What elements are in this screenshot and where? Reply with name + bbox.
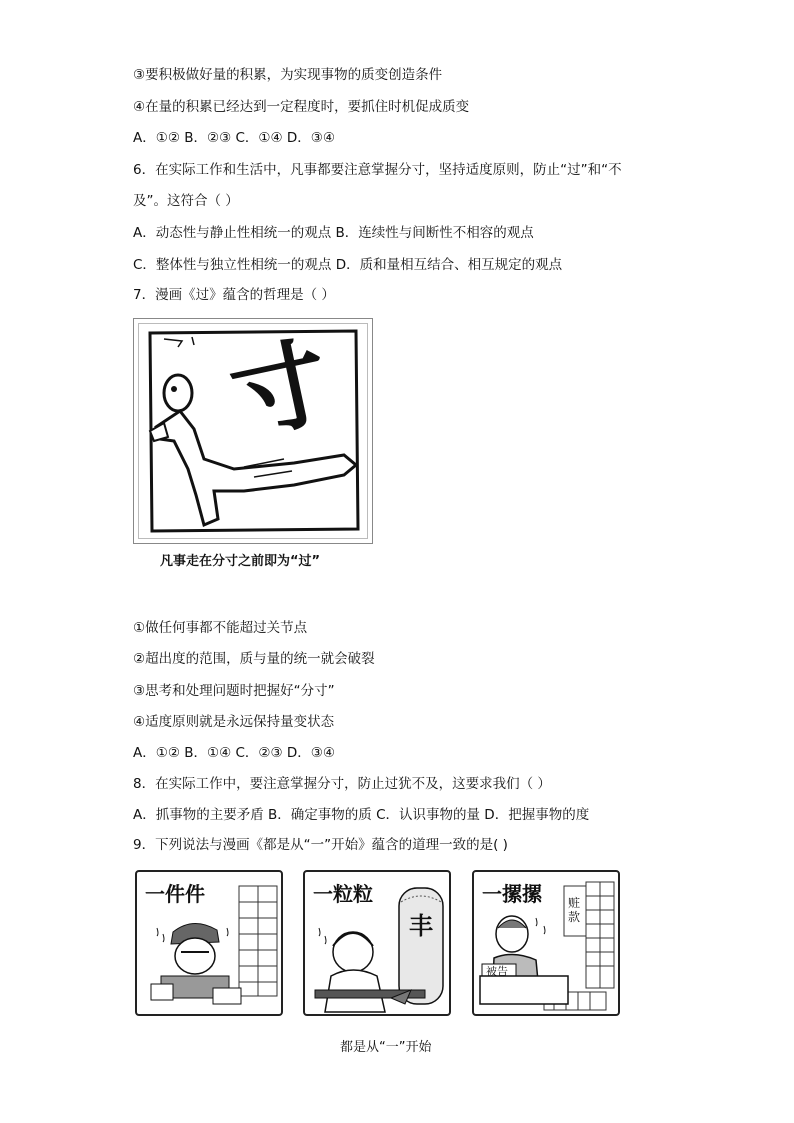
cartoon-caption: 凡事走在分寸之前即为“过” [160,554,321,569]
cartoon-guo-figure [133,318,373,544]
defendant-tag: 被告 [486,965,508,978]
text-line: ③要积极做好量的积累，为实现事物的质变创造条件 [133,67,443,83]
question-6: 6．在实际工作和生活中，凡事都要注意掌握分寸，坚持适度原则，防止“过”和“不 [133,162,622,178]
text-line: ④在量的积累已经达到一定程度时，要抓住时机促成质变 [133,99,470,115]
statement-4: ④适度原则就是永远保持量变状态 [133,714,335,730]
cartoon-panel-3 [472,870,620,1016]
answer-options: A．抓事物的主要矛盾 B．确定事物的质 C．认识事物的量 D．把握事物的度 [133,807,590,823]
statement-1: ①做任何事都不能超过关节点 [133,620,308,636]
cartoon-panel-2 [303,870,451,1016]
question-9: 9．下列说法与漫画《都是从“一”开始》蕴含的道理一致的是( ) [133,837,508,853]
panel-title: 一粒粒 [313,882,373,906]
answer-options: A．动态性与静止性相统一的观点 B．连续性与间断性不相容的观点 [133,225,534,241]
answer-options: C．整体性与独立性相统一的观点 D．质和量相互结合、相互规定的观点 [133,257,563,273]
panel-title: 一摞摞 [482,882,542,906]
question-6-cont: 及”。这符合（ ） [133,193,239,209]
cun-character: 寸 [221,324,339,455]
statement-2: ②超出度的范围，质与量的统一就会破裂 [133,651,375,667]
panel-title: 一件件 [145,882,205,906]
cartoon-panel-1 [135,870,283,1016]
question-8: 8．在实际工作中，要注意掌握分寸，防止过犹不及，这要求我们（ ） [133,776,551,792]
answer-options: A．①② B．①④ C．②③ D．③④ [133,745,336,761]
statement-3: ③思考和处理问题时把握好“分寸” [133,683,335,699]
money-label: 赃款 [568,896,581,924]
sack-label: 丰 [409,911,433,940]
cartoon-caption: 都是从“一”开始 [340,1040,432,1055]
answer-options: A．①② B．②③ C．①④ D．③④ [133,130,336,146]
question-7: 7．漫画《过》蕴含的哲理是（ ） [133,287,335,303]
